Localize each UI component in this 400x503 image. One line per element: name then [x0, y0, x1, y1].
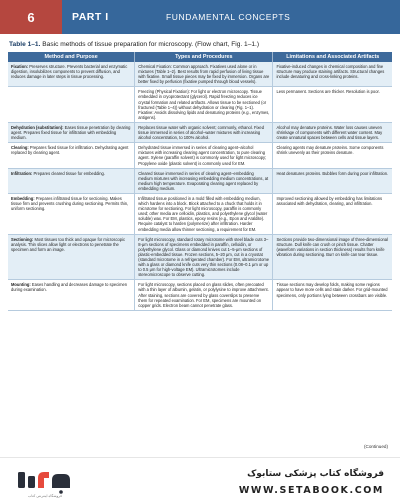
limitations-cell: Less permanent. Sections are thicker. Resolution is poor. [273, 87, 392, 123]
method-cell [8, 168, 135, 193]
types-cell: Replaces tissue water with organic solvent; commonly, ethanol. Fixed tissue immersed in series of alcohol–water mixtures with increasing alcohol concentration, to 100% alcohol. [135, 122, 273, 142]
table-caption [9, 41, 391, 48]
logo-bar-1 [18, 472, 25, 488]
column-header-limitations: Limitations and Associated Artifacts [273, 52, 392, 62]
method-cell [8, 143, 135, 168]
method-text: Prepares cleared tissue for embedding. [33, 170, 105, 176]
page-footer [0, 457, 400, 503]
setabook-logo [16, 466, 72, 496]
continued-note: (Continued) [363, 444, 388, 449]
types-cell: Chemical Fixation: Common approach. Fixatives used alone or in mixtures (Table 1–2). Best results from rapid perfusion of living tissue with fixative. Small tissue pieces may be fixed by immersion. Organs are better fixed by perfusion (fixative pumped through blood vessels). [135, 62, 273, 87]
table-row-clearing [8, 143, 392, 168]
logo-tagline: فروشگاه اینترنتی کتاب [28, 494, 62, 498]
method-label: Embedding: [11, 195, 35, 201]
table-row-sectioning [8, 234, 392, 280]
method-cell [8, 280, 135, 310]
method-cell [8, 122, 135, 142]
limitations-cell: Heat denatures proteins. Bubbles form during poor infiltration. [273, 168, 392, 193]
method-text: Preserves structure. Prevents bacterial and enzymatic digestion, insolubilizes components to prevent diffusion, and reduces damage in later steps in tissue processing. [11, 64, 128, 80]
types-cell: Infiltrated tissue positioned in a mold filled with embedding medium, which hardens into a block. Block attached to a chuck that holds it in microtome for sectioning. For light microscopy, paraffin is commonly used; other media are celloidin, plastics, and polyethylene glycol (water soluble) wax. For EM, plastics, epoxy resins (e.g., Epon and Araldite). Require catalyst to harden (polymerize) after infiltration. Harder embedding media allow thinner sectioning, a requirement for EM. [135, 193, 273, 234]
table-caption-text: Basic methods of tissue preparation for microscopy. (Flow chart, Fig. 1–1.) [42, 41, 260, 48]
logo-bowl [52, 474, 70, 488]
limitations-cell: Sections provide two-dimensional image of three-dimensional structure. Dull knife can crush or pinch tissue. Chatter (waveform variations in section thickness) results from knife vibration during sectioning. Burr on knife can tear tissue. [273, 234, 392, 280]
method-text: Most tissues too thick and opaque for microscopic analysis. Thin slices allow light or electrons to penetrate the specimen and form an image. [11, 236, 125, 252]
table-row-freezing [8, 87, 392, 123]
method-label: Dehydration (substitution): [11, 124, 64, 130]
method-label: Mounting: [11, 282, 31, 288]
method-label: Sectioning: [11, 236, 34, 242]
table-row-fixation [8, 62, 392, 87]
store-name: فروشگاه کتاب پزشکی ستابوک [247, 469, 384, 479]
method-cell [8, 62, 135, 87]
types-cell: For light microscopy, sections placed on glass slides, often precoated with a thin layer of albumin, gelatin, or polylysine to improve attachment. After staining, sections are covered by glass coverslips to preserve them for repeated examination. For EM, specimens are mounted on copper grids. Electron beam cannot penetrate glass. [135, 280, 273, 310]
method-cell [8, 87, 135, 123]
limitations-cell: Alcohol may denature proteins. Water loss causes uneven shrinkage of components with different water content. May create unnatural spaces between cells and tissue layers. [273, 122, 392, 142]
methods-table [8, 52, 392, 311]
method-text: Eases tissue penetration by clearing agent. Prepares fixed tissue for infiltration with embedding medium. [11, 124, 131, 141]
types-cell: Cleared tissue immersed in series of clearing agent–embedding medium mixtures with increasing embedding medium concentrations, at medium high temperature. Evaporating clearing agent replaced by embedding medium. [135, 168, 273, 193]
logo-bar-2 [28, 476, 35, 488]
table-row-infiltration [8, 168, 392, 193]
method-text: Eases handling and decreases damage to specimen during examination. [11, 282, 128, 293]
method-label: Infiltration: [11, 170, 33, 176]
page-number: 6 [0, 0, 62, 34]
table-header-row [8, 52, 392, 62]
table-row-dehydration [8, 122, 392, 142]
limitations-cell: Tissue sections may develop folds, making some regions appear to have more cells and stain darker. For grid-mounted specimens, only portions lying between crossbars are visible. [273, 280, 392, 310]
site-url[interactable]: WWW.SETABOOK.COM [238, 485, 384, 496]
method-cell [8, 193, 135, 234]
chapter-title: FUNDAMENTAL CONCEPTS [152, 0, 400, 34]
column-header-method: Method and Purpose [8, 52, 135, 62]
types-cell: For light microscopy, standard rotary microtome with steel blade cuts 3–8-μm sections of specimens embedded in paraffin, celloidin, or polyethylene glycol. Glass or diamond knives cut 1–5-μm sections of plastic-embedded tissue. Frozen sections, 5–20 μm, cut in a cryostat (standard microtome in a refrigerated chamber). For EM, ultramicrotome with a glass or diamond knife cuts very thin sections (0.08–0.1 μm or up to 0.5 μm for high-voltage EM). Ultramicrotomes include stereomicroscope to observe cutting. [135, 234, 273, 280]
types-cell: Freezing (Physical Fixation): For light or electron microscopy. Tissue embedded in cryoprotectant (glycerol). Rapid freezing reduces ice crystal formation and related artifacts. Allows tissue to be sectioned (or fractured (Table 1–4)) without dehydration or clearing (Fig. 1–1). Fixative: Avoids dissolving lipids and denaturing proteins (e.g., enzymes, antigens). [135, 87, 273, 123]
method-cell [8, 234, 135, 280]
table-label: Table 1–1. [9, 41, 41, 48]
logo-accent [38, 472, 49, 488]
method-text: Prepares fixed tissue for infiltration. Dehydrating agent replaced by clearing agent. [11, 145, 129, 156]
limitations-cell: Improved sectioning allowed by embedding has limitations associated with dehydration, clearing, and infiltration. [273, 193, 392, 234]
table-row-mounting [8, 280, 392, 310]
types-cell: Dehydrated tissue immersed in series of clearing agent–alcohol mixtures with increasing clearing agent concentration, to pure clearing agent. Xylene (paraffin solvent) is commonly used for light microscopy; Propylene oxide (plastic solvent) is commonly used for EM. [135, 143, 273, 168]
method-text: Prepares infiltrated tissue for sectioning. Makes tissue firm and prevents crushing during sectioning. Permits thin, uniform sectioning. [11, 195, 129, 212]
table-row-embedding [8, 193, 392, 234]
page-header [0, 0, 400, 34]
limitations-cell: Fixative-induced changes in chemical composition and fine structure may produce staining artifacts. Structural changes include denaturing and cross-linking proteins. [273, 62, 392, 87]
limitations-cell: Clearing agents may denature proteins. Some components shrink unevenly as their proteins denature. [273, 143, 392, 168]
column-header-types: Types and Procedures [135, 52, 273, 62]
method-label: Fixation: [11, 64, 29, 69]
method-label: Clearing: [11, 145, 29, 151]
part-label: PART I [62, 0, 152, 34]
